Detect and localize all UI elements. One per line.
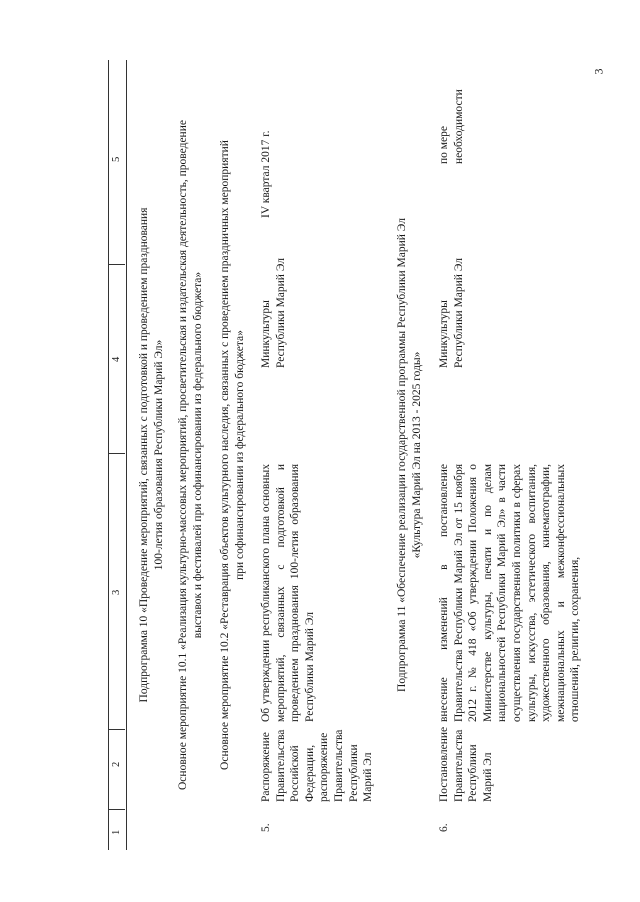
header-col-2: 2 bbox=[111, 761, 122, 767]
column-divider bbox=[109, 809, 125, 810]
executor: Минкультуры Республики Марий Эл bbox=[438, 257, 465, 368]
header-bottom-border bbox=[126, 60, 127, 850]
document-type: Распоряжение Правительства Российской Федерации, распоряжение Правительства Республики Марий Эл bbox=[260, 729, 375, 802]
row-number: 6. bbox=[438, 823, 450, 832]
header-col-4: 4 bbox=[111, 356, 122, 362]
executor: Минкультуры Республики Марий Эл bbox=[260, 257, 287, 368]
document-content: внесение изменений в постановление Правительства Республики Марий Эл от 15 ноября 2012 г. № 418 «Об утверждении Положения о Министерстве культуры, печати и по делам национальностей Республики Марий Эл» в части осуществления государственной политики в сферах культуры, искусства, эстетического воспитания, художественного образования, кинематографии, межнациональных и межконфессиональных отношений, религии, сохранения, bbox=[438, 464, 582, 722]
header-col-1: 1 bbox=[111, 829, 122, 835]
measure-10-2: Основное мероприятие 10.2 «Реставрация объектов культурного наследия, связанных с проведением праздничных мероприятий при софинансировании из федерального бюджета» bbox=[219, 140, 246, 770]
subprogram-11-title: Подпрограмма 11 «Обеспечение реализации государственной программы Республики Марий Эл «Культура Марий Эл на 2013 - 2025 годы» bbox=[396, 218, 423, 692]
deadline: по мере необходимости bbox=[438, 89, 465, 164]
row-number: 5. bbox=[260, 823, 272, 832]
column-divider bbox=[109, 729, 125, 730]
column-divider bbox=[109, 453, 125, 454]
column-divider bbox=[109, 264, 125, 265]
rotated-table-sheet bbox=[112, 60, 632, 850]
document-content: Об утверждении республиканского плана основных мероприятий, связанных с подготовкой и проведением празднования 100-летия образования Республики Марий Эл bbox=[260, 464, 316, 722]
header-col-5: 5 bbox=[111, 156, 122, 162]
header-top-border bbox=[108, 60, 109, 850]
subprogram-10-title: Подпрограмма 10 «Проведение мероприятий, связанных с подготовкой и проведением празднования 100-летия образования Республики Марий Эл» bbox=[138, 207, 165, 703]
header-col-3: 3 bbox=[111, 589, 122, 595]
document-type: Постановление Правительства Республики Марий Эл bbox=[438, 726, 494, 802]
table-header-row bbox=[112, 60, 124, 850]
measure-10-1: Основное мероприятие 10.1 «Реализация культурно-массовых мероприятий, просветительская и издательская деятельность, проведение выставок и фестивалей при софинансировании из федерального бюджета» bbox=[177, 120, 204, 790]
page-number: 3 bbox=[591, 68, 606, 75]
deadline: IV квартал 2017 г. bbox=[260, 130, 272, 218]
